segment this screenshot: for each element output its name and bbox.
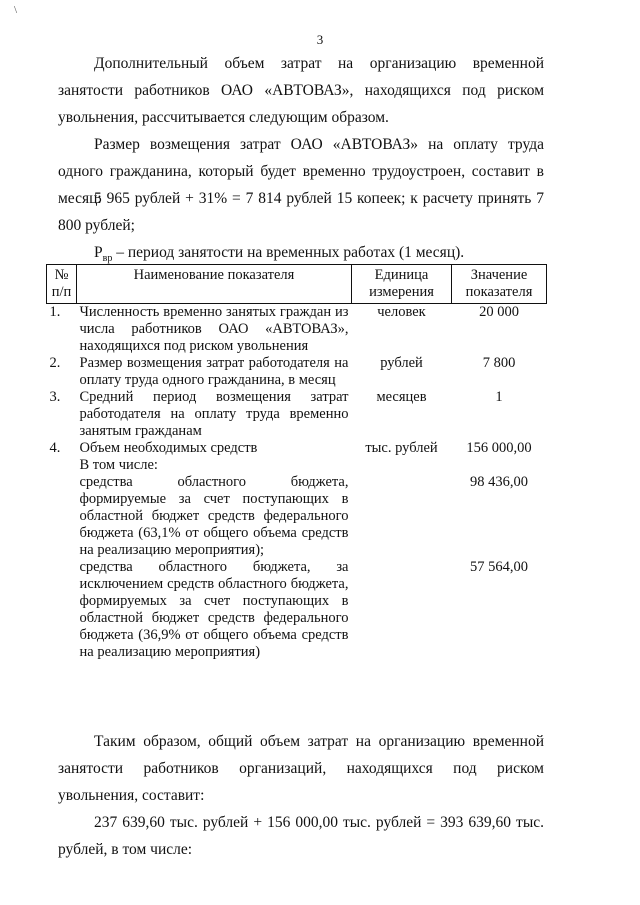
indicators-table bbox=[46, 264, 547, 661]
row-num: 3. bbox=[49, 389, 61, 405]
table-subrow bbox=[47, 559, 547, 661]
paragraph-total: Таким образом, общий объем затрат на организацию временной занятости работников организаций, находящихся под риском увольнения, составит: bbox=[58, 733, 544, 804]
table-row bbox=[47, 389, 547, 440]
table-row bbox=[47, 355, 547, 389]
subrow-name: средства областного бюджета, формируемые за счет поступающих в областной бюджет средств федерального бюджета (63,1% от общего объема средств на реализацию мероприятия); bbox=[79, 474, 349, 558]
row-name-text: Объем необходимых средств bbox=[79, 440, 258, 456]
period-subscript: вр bbox=[102, 253, 113, 265]
row-num: 4. bbox=[49, 440, 61, 456]
paragraph-compensation: Размер возмещения затрат ОАО «АВТОВАЗ» на оплату труда одного гражданина, который будет временно трудоустроен, составит в месяц: bbox=[58, 136, 544, 207]
row-name: Средний период возмещения затрат работодателя на оплату труда временно занятым гражданам bbox=[79, 389, 349, 439]
header-value: Значение показателя bbox=[452, 265, 547, 304]
paragraph-calculation: 5 965 рублей + 31% = 7 814 рублей 15 копеек; к расчету принять 7 800 рублей; bbox=[58, 190, 544, 234]
row-value: 1 bbox=[495, 389, 503, 405]
row-value: 20 000 bbox=[479, 304, 519, 320]
row-unit: рублей bbox=[380, 355, 423, 371]
corner-mark: \ bbox=[14, 4, 18, 16]
period-text: – период занятости на временных работах (1 месяц). bbox=[112, 244, 465, 261]
table-subrow bbox=[47, 474, 547, 559]
period-symbol: P bbox=[94, 244, 103, 261]
row-unit: месяцев bbox=[376, 389, 427, 405]
row-value: 156 000,00 bbox=[466, 440, 532, 456]
page-number: 3 bbox=[316, 32, 324, 47]
paragraph-intro: Дополнительный объем затрат на организацию временной занятости работников ОАО «АВТОВАЗ», находящихся под риском увольнения, рассчитывается следующим образом. bbox=[58, 55, 544, 126]
header-num: № п/п bbox=[47, 265, 77, 304]
header-unit: Единица измерения bbox=[352, 265, 452, 304]
row-value: 7 800 bbox=[482, 355, 516, 371]
row-name: Размер возмещения затрат работодателя на оплату труда одного гражданина, в месяц bbox=[79, 355, 349, 388]
subrow-value: 57 564,00 bbox=[470, 559, 528, 575]
header-name: Наименование показателя bbox=[77, 265, 352, 304]
row-num: 2. bbox=[49, 355, 61, 371]
table-row bbox=[47, 304, 547, 356]
row-num: 1. bbox=[49, 304, 61, 320]
subrow-value: 98 436,00 bbox=[470, 474, 528, 490]
including-label: В том числе: bbox=[79, 457, 158, 473]
row-unit: тыс. рублей bbox=[365, 440, 438, 456]
row-name bbox=[77, 440, 352, 474]
table-header-row bbox=[47, 265, 547, 304]
paragraph-sum: 237 639,60 тыс. рублей + 156 000,00 тыс. рублей = 393 639,60 тыс. рублей, в том числе: bbox=[58, 814, 544, 858]
table-row bbox=[47, 440, 547, 474]
row-name: Численность временно занятых граждан из числа работников ОАО «АВТОВАЗ», находящихся под риском увольнения bbox=[79, 304, 349, 354]
subrow-name: средства областного бюджета, за исключением средств областного бюджета, формируемых за счет поступающих в областной бюджет средств федерального бюджета (36,9% от общего объема средств на реализацию мероприятия) bbox=[79, 559, 349, 660]
row-unit: человек bbox=[377, 304, 426, 320]
